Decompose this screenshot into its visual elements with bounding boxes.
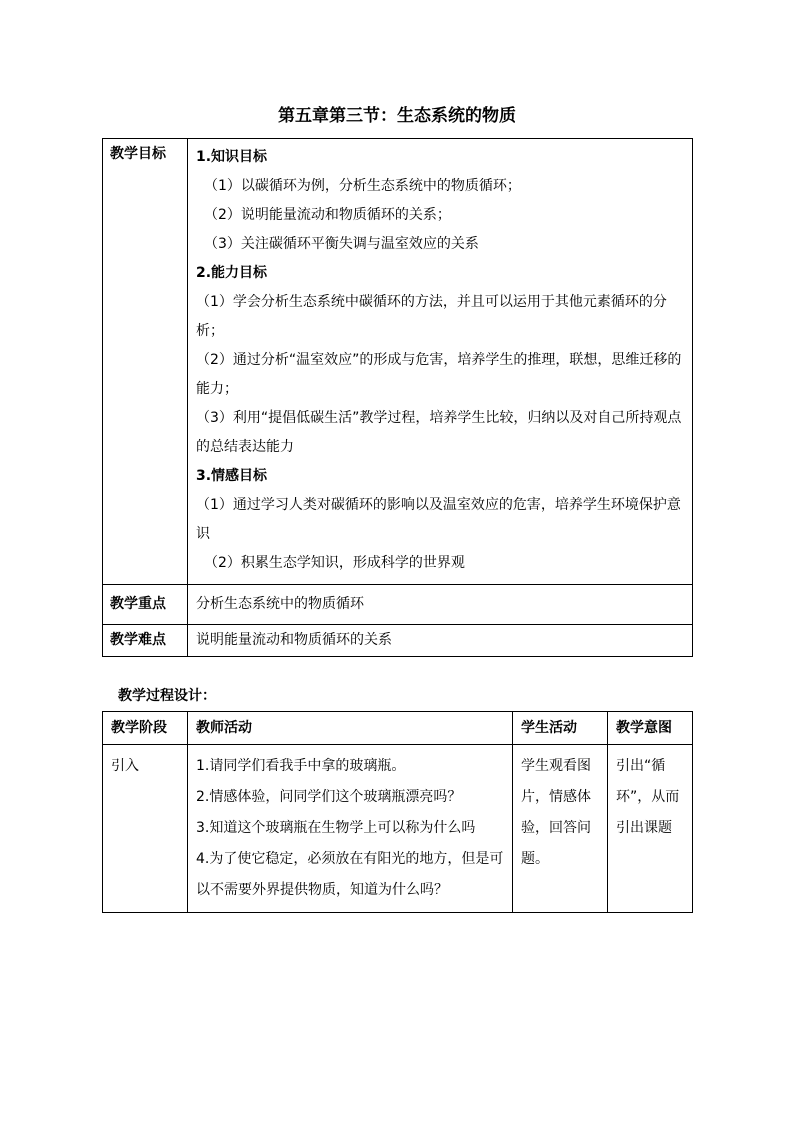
header-intent: 教学意图	[608, 712, 693, 745]
teacher-step: 3.知道这个玻璃瓶在生物学上可以称为什么吗	[196, 820, 476, 836]
goal-item: （1）通过学习人类对碳循环的影响以及温室效应的危害，培养学生环境保护意识	[196, 497, 681, 542]
document-title: 第五章第三节：生态系统的物质	[278, 106, 516, 126]
table-row	[103, 625, 693, 657]
key-point-label: 教学重点	[103, 585, 188, 625]
table-row	[103, 745, 693, 913]
teacher-step: 2.情感体验，问同学们这个玻璃瓶漂亮吗？	[196, 789, 462, 805]
goal-item: （2）积累生态学知识，形成科学的世界观	[204, 555, 465, 571]
difficulty-label: 教学难点	[103, 625, 188, 657]
goal-item: （2）通过分析“温室效应”的形成与危害，培养学生的推理，联想，思维迁移的能力；	[196, 352, 682, 397]
header-stage: 教学阶段	[103, 712, 188, 745]
student-activity-cell: 学生观看图片，情感体验，回答问题。	[513, 745, 608, 913]
teacher-step: 1.请同学们看我手中拿的玻璃瓶。	[196, 758, 406, 774]
difficulty-text: 说明能量流动和物质循环的关系	[188, 625, 693, 657]
table-header-row	[103, 712, 693, 745]
teacher-step: 4.为了使它稳定，必须放在有阳光的地方，但是可以不需要外界提供物质，知道为什么吗？	[196, 851, 504, 898]
table-row	[103, 139, 693, 585]
table-row	[103, 585, 693, 625]
goals-content	[188, 139, 693, 585]
header-student: 学生活动	[513, 712, 608, 745]
goal-item: （1）以碳循环为例，分析生态系统中的物质循环；	[204, 178, 521, 194]
goal-item: （3）关注碳循环平衡失调与温室效应的关系	[204, 236, 479, 252]
goal-item: （2）说明能量流动和物质循环的关系；	[204, 207, 451, 223]
process-table	[102, 711, 693, 913]
objectives-table	[102, 138, 693, 657]
intent-cell: 引出“循环”，从而引出课题	[608, 745, 693, 913]
section-heading: 2.能力目标	[196, 265, 268, 281]
process-heading: 教学过程设计：	[118, 688, 216, 704]
key-point-text: 分析生态系统中的物质循环	[188, 585, 693, 625]
section-heading: 1.知识目标	[196, 149, 268, 165]
goal-item: （3）利用“提倡低碳生活”教学过程，培养学生比较，归纳以及对自己所持观点的总结表达能力	[196, 410, 682, 455]
goal-item: （1）学会分析生态系统中碳循环的方法，并且可以运用于其他元素循环的分析；	[196, 294, 667, 339]
goals-label: 教学目标	[103, 139, 188, 585]
teacher-activity-cell	[188, 745, 513, 913]
header-teacher: 教师活动	[188, 712, 513, 745]
section-heading: 3.情感目标	[196, 468, 268, 484]
stage-cell: 引入	[103, 745, 188, 913]
